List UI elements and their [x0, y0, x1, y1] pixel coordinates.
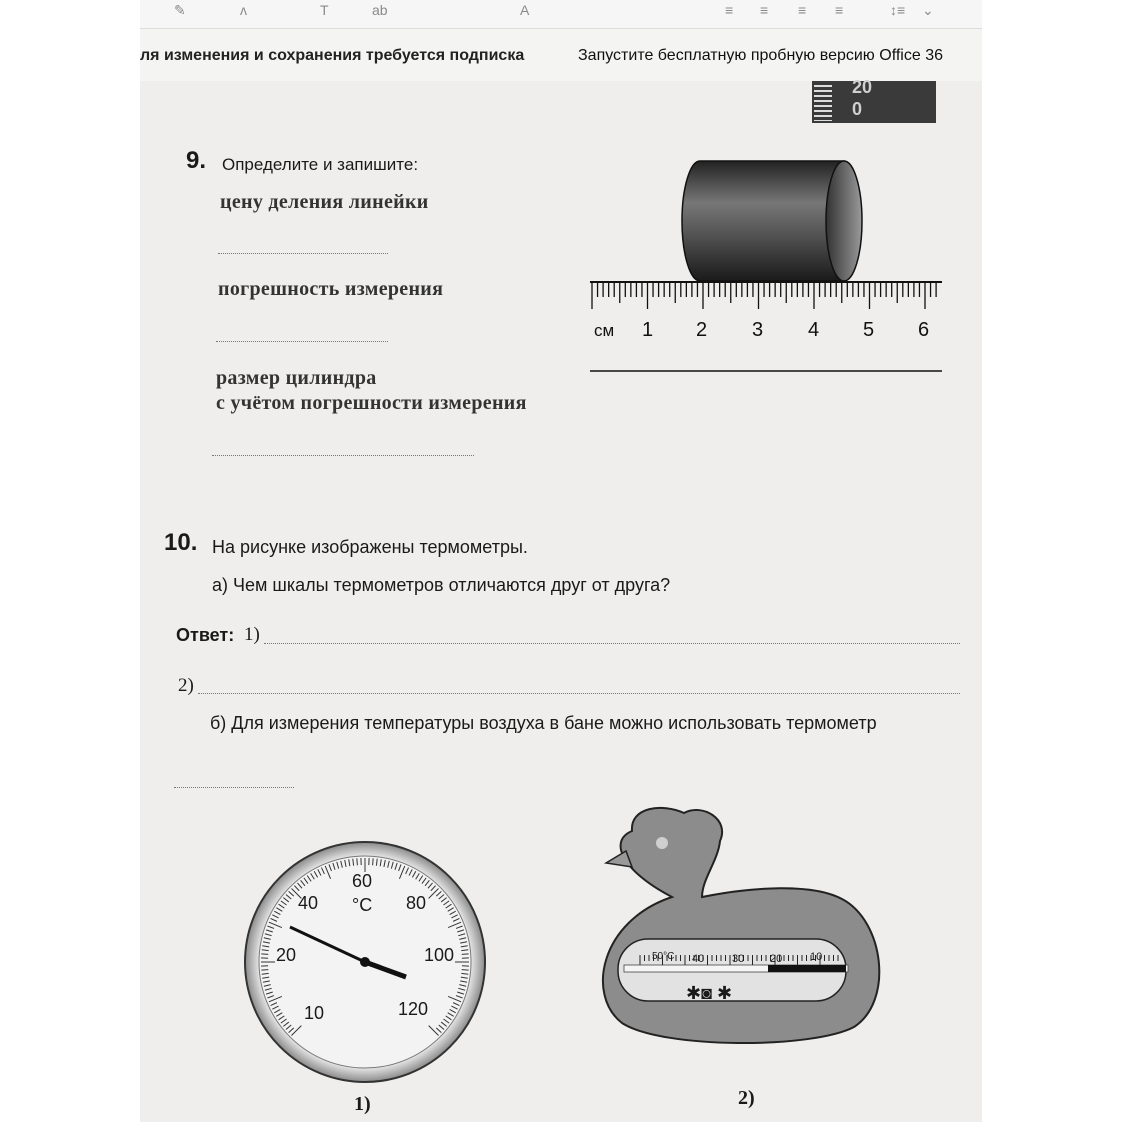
part-b-answer-line [174, 787, 294, 788]
duck-scale-unit: 50°C [652, 951, 675, 962]
question-10-number: 10. [164, 529, 198, 556]
dial-tick [261, 970, 268, 971]
ribbon-toolbar [140, 0, 982, 29]
line-spacing-icon[interactable]: ↕≡ [890, 2, 906, 18]
free-trial-link[interactable]: Запустите бесплатную пробную версию Office 36 [578, 47, 943, 64]
q9-item-division: цену деления линейки [220, 191, 429, 213]
font-color-icon[interactable]: A [520, 2, 530, 18]
font-size-icon[interactable]: ʌ [240, 2, 247, 18]
dial-label-120: 120 [398, 999, 429, 1019]
banner-message: ля изменения и сохранения требуется подписка [140, 47, 525, 64]
answer-2-label: 2) [178, 675, 194, 696]
dial-tick [373, 858, 374, 865]
chevron-down-icon[interactable]: ⌄ [922, 2, 934, 18]
dial-tick [357, 858, 358, 865]
ruler-label-4: 4 [808, 319, 820, 341]
strikethrough-icon[interactable]: ab [372, 2, 388, 18]
top-ruler-number: 0 [852, 99, 863, 119]
answer-1-line [264, 643, 960, 644]
q9-item-size-line1: размер цилиндра [216, 367, 377, 389]
q9-answer-line-1 [218, 253, 388, 254]
ruler [590, 281, 942, 371]
dial-label-60: 60 [352, 871, 373, 891]
answer-1-label: 1) [244, 624, 260, 645]
ruler-label-3: 3 [752, 319, 764, 341]
justify-icon[interactable]: ≡ [835, 2, 844, 18]
align-center-icon[interactable]: ≡ [760, 2, 769, 18]
duck-scale-icons: ✱◙ ✱ [686, 983, 733, 1003]
dial-label-100: 100 [424, 945, 455, 965]
dial-tick [462, 954, 469, 955]
ruler-unit: см [594, 321, 615, 340]
answer-2-line [198, 693, 960, 694]
align-right-icon[interactable]: ≡ [798, 2, 807, 18]
dial-unit: °C [352, 895, 373, 915]
caption-thermometer-2: 2) [738, 1087, 755, 1109]
question-10-title: На рисунке изображены термометры. [212, 537, 528, 557]
caption-thermometer-1: 1) [354, 1093, 371, 1115]
duck-thermometer [592, 801, 902, 1051]
app-window [140, 0, 982, 1122]
question-10-part-b: б) Для измерения температуры воздуха в бане можно использовать термометр [210, 713, 877, 733]
question-10-part-a: а) Чем шкалы термометров отличаются друг от друга? [212, 575, 671, 595]
top-ruler-number: 20 [852, 77, 873, 97]
dial-label-20: 20 [276, 945, 297, 965]
ruler-label-2: 2 [696, 319, 708, 341]
ruler-label-5: 5 [863, 319, 875, 341]
format-painter-icon[interactable]: ✎ [174, 2, 186, 18]
ruler-label-1: 1 [642, 319, 654, 341]
dial-label-80: 80 [406, 893, 427, 913]
dial-tick [462, 970, 469, 971]
question-9-title: Определите и запишите: [222, 155, 419, 174]
dial-label-40: 40 [298, 893, 319, 913]
dial-label-10: 10 [304, 1003, 325, 1023]
duck-label-20: 20 [770, 953, 783, 965]
cylinder-figure [680, 157, 880, 287]
q9-item-error: погрешность измерения [218, 278, 444, 300]
document-page [140, 77, 982, 1122]
q9-answer-line-3 [212, 455, 474, 456]
duck-label-10: 10 [810, 951, 823, 963]
question-9-number: 9. [186, 147, 207, 174]
duck-label-30: 30 [732, 953, 745, 965]
q9-item-size-line2: с учётом погрешности измерения [216, 392, 527, 414]
q9-answer-line-2 [216, 341, 388, 342]
duck-label-40: 40 [692, 953, 705, 965]
underline-icon[interactable]: T [320, 2, 329, 18]
answer-label: Ответ: [176, 625, 235, 645]
align-left-icon[interactable]: ≡ [725, 2, 734, 18]
dial-tick [261, 954, 268, 955]
ruler-label-6: 6 [918, 319, 930, 341]
top-ruler-image [812, 77, 936, 123]
subscription-banner [140, 29, 982, 81]
